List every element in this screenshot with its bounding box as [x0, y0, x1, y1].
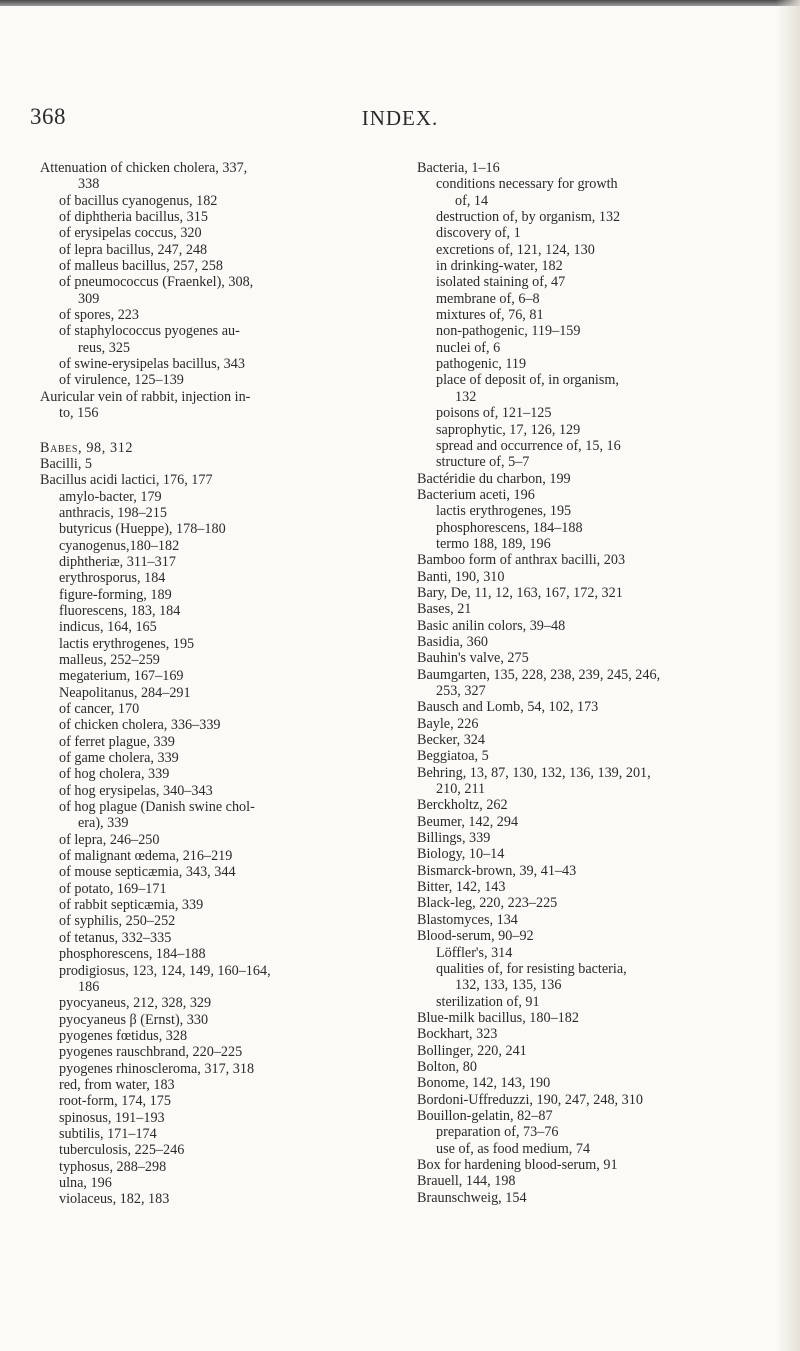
index-subentry: pathogenic, 119: [436, 356, 527, 373]
index-subentry: of spores, 223: [59, 307, 139, 324]
index-entry: Bases, 21: [417, 601, 472, 618]
index-subentry: 210, 211: [436, 781, 486, 798]
index-subentry: amylo-bacter, 179: [59, 488, 162, 505]
index-subentry: phosphorescens, 184–188: [59, 946, 206, 963]
index-subentry: root-form, 174, 175: [59, 1093, 171, 1110]
index-entry: Becker, 324: [417, 732, 485, 749]
index-entry: Bonome, 142, 143, 190: [417, 1075, 551, 1092]
index-subentry: lactis erythrogenes, 195: [59, 635, 195, 652]
section-gap: [40, 422, 398, 440]
index-subentry: mixtures of, 76, 81: [436, 307, 544, 324]
index-subentry: to, 156: [59, 405, 99, 422]
index-subentry: anthracis, 198–215: [59, 504, 167, 521]
index-entry: Basic anilin colors, 39–48: [417, 617, 566, 634]
index-entry: Beumer, 142, 294: [417, 813, 519, 830]
index-subentry: saprophytic, 17, 126, 129: [436, 421, 581, 438]
index-entry: Bausch and Lomb, 54, 102, 173: [417, 699, 599, 716]
index-subentry: phosphorescens, 184–188: [436, 519, 583, 536]
index-column-right: [417, 160, 782, 1206]
index-entry: Babes, 98, 312: [40, 439, 134, 456]
index-continuation: era), 339: [78, 815, 129, 832]
index-entry: Bouillon-gelatin, 82–87: [417, 1107, 553, 1124]
index-subentry: of hog cholera, 339: [59, 766, 170, 783]
index-entry: Billings, 339: [417, 830, 491, 847]
index-subentry: erythrosporus, 184: [59, 570, 166, 587]
running-head: INDEX.: [361, 106, 439, 130]
index-subentry: destruction of, by organism, 132: [436, 209, 621, 226]
index-entry: Braunschweig, 154: [417, 1189, 527, 1206]
index-entry: Bacillus acidi lactici, 176, 177: [40, 472, 213, 489]
index-subentry: of pneumococcus (Fraenkel), 308,: [59, 274, 254, 291]
index-subentry: of virulence, 125–139: [59, 372, 184, 389]
index-subentry: place of deposit of, in organism,: [436, 372, 619, 389]
index-subentry: conditions necessary for growth: [436, 176, 618, 193]
index-subentry: of game cholera, 339: [59, 750, 179, 767]
index-continuation: of, 14: [455, 192, 489, 209]
index-subentry: diphtheriæ, 311–317: [59, 553, 176, 570]
index-subentry: Löffler's, 314: [436, 944, 513, 961]
index-entry: Auricular vein of rabbit, injection in-: [40, 388, 251, 405]
index-subentry: figure-forming, 189: [59, 586, 172, 603]
index-subentry: discovery of, 1: [436, 225, 521, 242]
index-subentry: of ferret plague, 339: [59, 733, 175, 750]
index-column-left: [40, 160, 398, 1208]
index-subentry: prodigiosus, 123, 124, 149, 160–164,: [59, 962, 271, 979]
index-entry: Banti, 190, 310: [417, 568, 505, 585]
index-subentry: in drinking-water, 182: [436, 258, 563, 275]
index-subentry: tuberculosis, 225–246: [59, 1142, 185, 1159]
index-continuation: reus, 325: [78, 339, 131, 356]
index-subentry: poisons of, 121–125: [436, 405, 552, 422]
index-subentry: malleus, 252–259: [59, 651, 160, 668]
index-subentry: of lepra bacillus, 247, 248: [59, 241, 208, 258]
index-subentry: pyogenes rauschbrand, 220–225: [59, 1044, 243, 1061]
index-subentry: of potato, 169–171: [59, 880, 167, 897]
index-entry: Bamboo form of anthrax bacilli, 203: [417, 552, 626, 569]
index-subentry: of staphylococcus pyogenes au-: [59, 323, 240, 340]
index-subentry: sterilization of, 91: [436, 993, 540, 1010]
index-subentry: of hog plague (Danish swine chol-: [59, 799, 255, 816]
index-entry: Baumgarten, 135, 228, 238, 239, 245, 246,: [417, 666, 661, 683]
index-entry: Basidia, 360: [417, 633, 488, 650]
index-entry: Bordoni-Uffreduzzi, 190, 247, 248, 310: [417, 1091, 643, 1108]
index-subentry: of diphtheria bacillus, 315: [59, 209, 208, 226]
index-entry: Bacteria, 1–16: [417, 160, 500, 176]
index-subentry: of hog erysipelas, 340–343: [59, 782, 213, 799]
index-entry: Bismarck-brown, 39, 41–43: [417, 862, 577, 879]
index-entry: Beggiatoa, 5: [417, 748, 489, 765]
index-entry: Behring, 13, 87, 130, 132, 136, 139, 201,: [417, 764, 651, 781]
index-subentry: 253, 327: [436, 683, 486, 699]
index-subentry: spinosus, 191–193: [59, 1109, 165, 1126]
index-subentry: of tetanus, 332–335: [59, 929, 172, 946]
index-subentry: of lepra, 246–250: [59, 831, 160, 848]
index-subentry: of rabbit septicæmia, 339: [59, 897, 204, 914]
index-entry: Bollinger, 220, 241: [417, 1042, 527, 1059]
index-subentry: of cancer, 170: [59, 701, 140, 717]
index-entry: Bolton, 80: [417, 1058, 477, 1075]
index-entry: Bary, De, 11, 12, 163, 167, 172, 321: [417, 584, 623, 601]
index-subentry: of erysipelas coccus, 320: [59, 225, 202, 242]
index-subentry: cyanogenus,180–182: [59, 537, 180, 554]
index-subentry: pyogenes rhinoscleroma, 317, 318: [59, 1060, 255, 1077]
index-subentry: red, from water, 183: [59, 1076, 175, 1093]
index-continuation: 132, 133, 135, 136: [455, 977, 562, 994]
index-entry: Bauhin's valve, 275: [417, 650, 529, 667]
index-subentry: membrane of, 6–8: [436, 290, 540, 307]
index-subentry: ulna, 196: [59, 1174, 112, 1191]
page-header: [0, 104, 800, 134]
index-entry: Bayle, 226: [417, 715, 479, 732]
index-subentry: isolated staining of, 47: [436, 274, 566, 291]
index-continuation: 186: [78, 978, 100, 995]
index-entry: Black-leg, 220, 223–225: [417, 895, 558, 912]
index-subentry: pyogenes fœtidus, 328: [59, 1027, 188, 1044]
index-continuation: 309: [78, 290, 100, 307]
index-subentry: lactis erythrogenes, 195: [436, 503, 572, 520]
index-entry: Blastomyces, 134: [417, 911, 518, 928]
index-subentry: butyricus (Hueppe), 178–180: [59, 521, 226, 538]
index-subentry: pyocyaneus β (Ernst), 330: [59, 1011, 209, 1028]
index-subentry: subtilis, 171–174: [59, 1125, 157, 1142]
index-entry: Biology, 10–14: [417, 846, 505, 863]
index-subentry: violaceus, 182, 183: [59, 1191, 170, 1208]
page-top-edge: [0, 0, 800, 6]
index-subentry: pyocyaneus, 212, 328, 329: [59, 995, 212, 1012]
index-continuation: 338: [78, 176, 100, 193]
index-subentry: spread and occurrence of, 15, 16: [436, 437, 621, 454]
index-subentry: of chicken cholera, 336–339: [59, 717, 221, 734]
index-subentry: of mouse septicæmia, 343, 344: [59, 864, 236, 881]
index-subentry: nuclei of, 6: [436, 339, 501, 356]
index-subentry: of syphilis, 250–252: [59, 913, 176, 930]
index-entry: Attenuation of chicken cholera, 337,: [40, 160, 248, 176]
index-entry: Bactéridie du charbon, 199: [417, 470, 571, 487]
index-subentry: of bacillus cyanogenus, 182: [59, 192, 218, 209]
index-subentry: of malleus bacillus, 257, 258: [59, 258, 223, 275]
index-subentry: preparation of, 73–76: [436, 1124, 559, 1141]
index-subentry: of swine-erysipelas bacillus, 343: [59, 356, 245, 373]
index-subentry: non-pathogenic, 119–159: [436, 323, 581, 340]
index-subentry: use of, as food medium, 74: [436, 1140, 591, 1157]
index-continuation: 132: [455, 388, 477, 405]
index-subentry: Neapolitanus, 284–291: [59, 684, 191, 701]
index-subentry: megaterium, 167–169: [59, 668, 184, 685]
index-entry: Blue-milk bacillus, 180–182: [417, 1009, 579, 1026]
index-subentry: excretions of, 121, 124, 130: [436, 241, 595, 258]
index-entry: Box for hardening blood-serum, 91: [417, 1156, 618, 1173]
index-entry: Bitter, 142, 143: [417, 879, 506, 896]
page-number: 368: [30, 104, 66, 129]
index-entry: Berckholtz, 262: [417, 797, 508, 814]
index-entry: Blood-serum, 90–92: [417, 928, 534, 945]
index-subentry: of malignant œdema, 216–219: [59, 848, 233, 865]
index-subentry: typhosus, 288–298: [59, 1158, 167, 1175]
index-subentry: fluorescens, 183, 184: [59, 602, 181, 619]
index-subentry: termo 188, 189, 196: [436, 535, 551, 552]
index-subentry: indicus, 164, 165: [59, 619, 157, 636]
index-subentry: qualities of, for resisting bacteria,: [436, 960, 627, 977]
index-entry: Brauell, 144, 198: [417, 1173, 516, 1190]
index-entry: Bockhart, 323: [417, 1026, 498, 1043]
index-subentry: structure of, 5–7: [436, 454, 530, 471]
index-entry: Bacilli, 5: [40, 455, 93, 472]
index-entry: Bacterium aceti, 196: [417, 486, 535, 503]
